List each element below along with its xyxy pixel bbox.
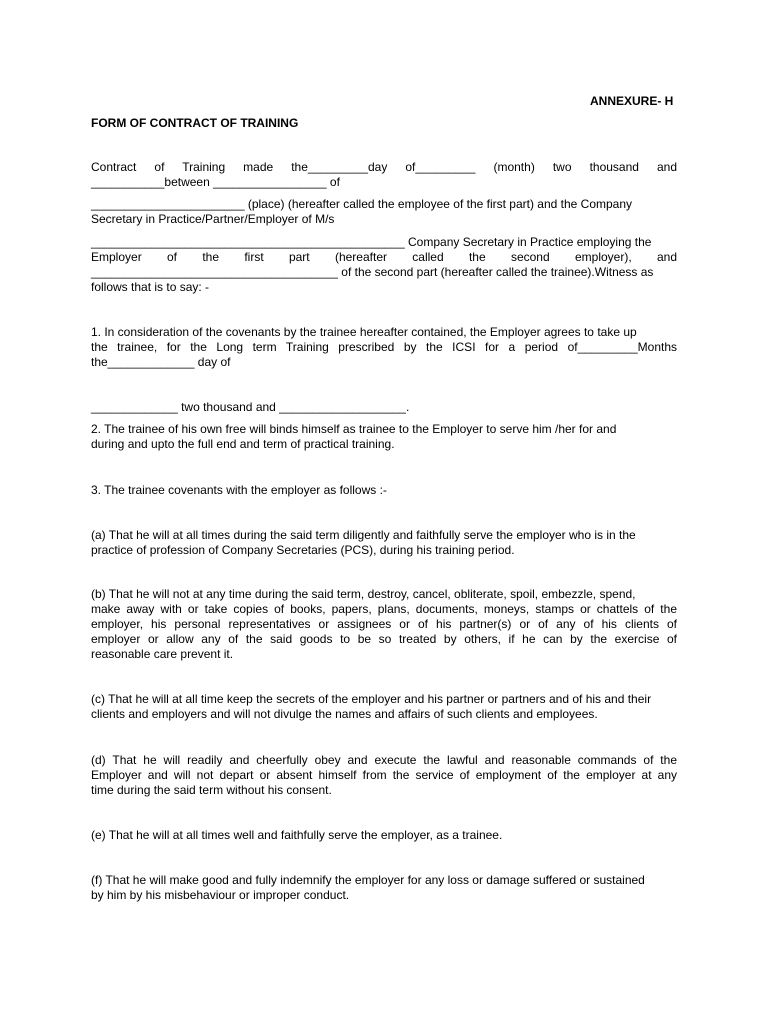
clause-c bbox=[91, 692, 677, 722]
intro-line-7: _____________________________________ of the second part (hereafter called the trainee).Witness as bbox=[91, 265, 654, 279]
intro-line-3: _______________________ (place) (hereafter called the employee of the first part) and the Company bbox=[91, 197, 633, 211]
intro-line-8: follows that is to say: - bbox=[91, 280, 210, 294]
clause-b-line-5: reasonable care prevent it. bbox=[91, 647, 234, 661]
intro-line-1: Contract of Training made the_________day of_________ (month) two thousand and bbox=[91, 160, 677, 174]
clause-d bbox=[91, 753, 677, 798]
clause-a bbox=[91, 528, 677, 558]
annexure-label: ANNEXURE- H bbox=[590, 94, 674, 108]
clause-1 bbox=[91, 325, 677, 370]
clause-d-line-2: Employer and will not depart or absent himself from the service of employment of the employer at any bbox=[91, 768, 677, 782]
clause-b-line-2: make away with or take copies of books, papers, plans, documents, moneys, stamps or chattels of the bbox=[91, 602, 677, 616]
clause-b-line-4: employer or allow any of the said goods to be so treated by others, if he can by the exercise of bbox=[91, 632, 677, 646]
clause-1-line-2: the trainee, for the Long term Training prescribed by the ICSI for a period of_________Months bbox=[91, 340, 677, 354]
intro-line-2: ___________between _________________ of bbox=[91, 175, 340, 189]
intro-line-4: Secretary in Practice/Partner/Employer of M/s bbox=[91, 212, 335, 226]
clause-3 bbox=[91, 483, 677, 498]
clause-f-line-1: (f) That he will make good and fully indemnify the employer for any loss or damage suffered or sustained bbox=[91, 873, 645, 887]
clause-e bbox=[91, 828, 677, 843]
intro-paragraph-cont bbox=[91, 197, 677, 227]
clause-a-line-1: (a) That he will at all times during the said term diligently and faithfully serve the employer who is in the bbox=[91, 528, 636, 542]
clause-a-line-2: practice of profession of Company Secretaries (PCS), during his training period. bbox=[91, 543, 515, 557]
intro-line-5: _______________________________________________ Company Secretary in Practice employing the bbox=[91, 235, 652, 249]
clause-d-line-1: (d) That he will readily and cheerfully obey and execute the lawful and reasonable commands of the bbox=[91, 753, 677, 767]
clause-2-line-1: 2. The trainee of his own free will binds himself as trainee to the Employer to serve him /her for and bbox=[91, 422, 617, 436]
clause-1-cont bbox=[91, 400, 677, 415]
clause-f-line-2: by him by his misbehaviour or improper conduct. bbox=[91, 888, 350, 902]
clause-2-line-2: during and upto the full end and term of practical training. bbox=[91, 437, 395, 451]
clause-b-line-1: (b) That he will not at any time during the said term, destroy, cancel, obliterate, spoil, embezzle, spend, bbox=[91, 587, 636, 601]
clause-3-line-1: 3. The trainee covenants with the employer as follows :- bbox=[91, 483, 387, 497]
intro-line-6: Employer of the first part (hereafter called the second employer), and bbox=[91, 250, 677, 264]
clause-c-line-2: clients and employers and will not divulge the names and affairs of such clients and employees. bbox=[91, 707, 598, 721]
intro-paragraph-cont2 bbox=[91, 235, 677, 295]
clause-d-line-3: time during the said term without his consent. bbox=[91, 783, 332, 797]
document-title: FORM OF CONTRACT OF TRAINING bbox=[91, 116, 299, 130]
clause-e-line-1: (e) That he will at all times well and faithfully serve the employer, as a trainee. bbox=[91, 828, 503, 842]
clause-f bbox=[91, 873, 677, 903]
clause-b bbox=[91, 587, 677, 662]
clause-1-line-4: _____________ two thousand and ___________________. bbox=[91, 400, 410, 414]
clause-1-line-3: the_____________ day of bbox=[91, 355, 231, 369]
clause-b-line-3: employer, his personal representatives or assignees or of his partner(s) or of any of his clients of bbox=[91, 617, 677, 631]
clause-2 bbox=[91, 422, 677, 452]
intro-paragraph bbox=[91, 160, 677, 190]
clause-1-line-1: 1. In consideration of the covenants by the trainee hereafter contained, the Employer agrees to take up bbox=[91, 325, 637, 339]
clause-c-line-1: (c) That he will at all time keep the secrets of the employer and his partner or partners and of his and their bbox=[91, 692, 652, 706]
